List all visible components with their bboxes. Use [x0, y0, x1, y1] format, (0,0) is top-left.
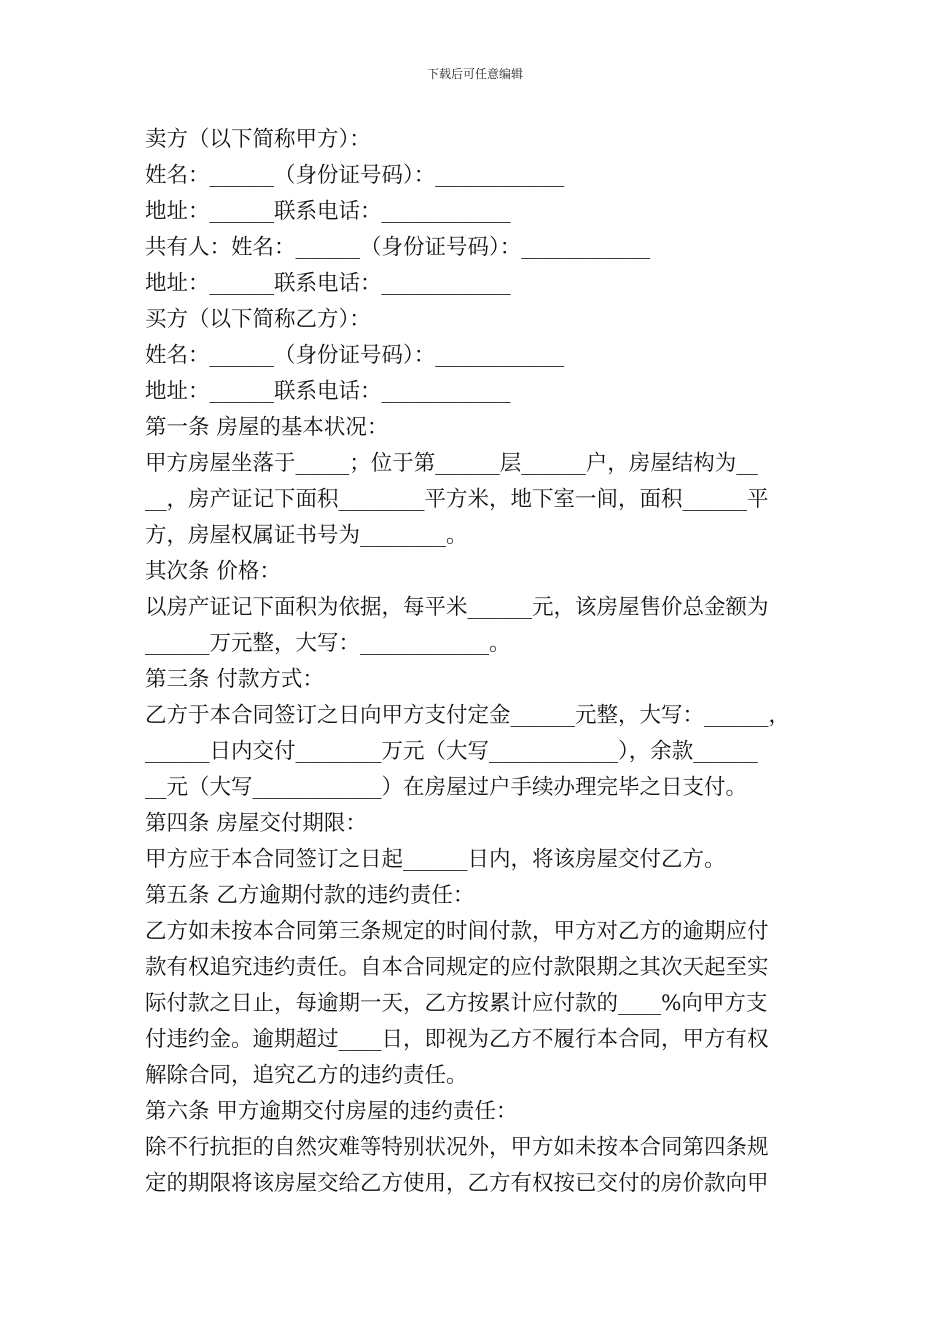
article-6-text: 除不行抗拒的自然灾难等特别状况外，甲方如未按本合同第四条规	[145, 1135, 769, 1160]
page-header: 下载后可任意编辑	[426, 67, 523, 81]
article-5-text: 款有权追究违约责任。自本合同规定的应付款限期之其次天起至实	[145, 955, 769, 980]
article-3-title: 第三条 付款方式：	[145, 667, 324, 692]
article-1-text: 方，房屋权属证书号为________。	[145, 523, 468, 548]
article-6-text: 定的期限将该房屋交给乙方使用，乙方有权按已交付的房价款向甲	[145, 1171, 769, 1196]
article-5-text: 解除合同，追究乙方的违约责任。	[145, 1063, 468, 1088]
article-1-text: __，房产证记下面积________平方米，地下室一间，面积______平	[145, 487, 769, 512]
article-5-title: 第五条 乙方逾期付款的违约责任：	[145, 883, 475, 908]
article-3-text: __元（大写____________）在房屋过户手续办理完毕之日支付。	[145, 775, 748, 800]
seller-address-line: 地址：______联系电话：____________	[145, 199, 511, 224]
article-5-text: 乙方如未按本合同第三条规定的时间付款，甲方对乙方的逾期应付	[145, 919, 769, 944]
article-2-text: 以房产证记下面积为依据，每平米______元，该房屋售价总金额为	[145, 595, 769, 620]
article-4-text: 甲方应于本合同签订之日起______日内，将该房屋交付乙方。	[145, 847, 726, 872]
seller-name-line: 姓名：______（身份证号码）：____________	[145, 163, 565, 188]
article-2-title: 其次条 价格：	[145, 559, 281, 584]
buyer-heading: 买方（以下简称乙方）：	[145, 307, 371, 332]
buyer-name-line: 姓名：______（身份证号码）：____________	[145, 343, 565, 368]
co-owner-name-line: 共有人：姓名：______（身份证号码）：____________	[145, 235, 651, 260]
article-4-title: 第四条 房屋交付期限：	[145, 811, 367, 836]
co-owner-address-line: 地址：______联系电话：____________	[145, 271, 511, 296]
article-1-title: 第一条 房屋的基本状况：	[145, 415, 389, 440]
article-5-text: 付违约金。逾期超过____日，即视为乙方不履行本合同，甲方有权	[145, 1027, 769, 1052]
article-1-text: 甲方房屋坐落于_____；位于第______层______户，房屋结构为__	[145, 451, 758, 476]
article-3-text: 乙方于本合同签订之日向甲方支付定金______元整，大写：______，	[145, 703, 791, 728]
article-2-text: ______万元整，大写：____________。	[145, 631, 511, 656]
buyer-address-line: 地址：______联系电话：____________	[145, 379, 511, 404]
article-3-text: ______日内交付________万元（大写____________），余款______	[145, 739, 758, 764]
document-body	[145, 122, 810, 1202]
article-5-text: 际付款之日止，每逾期一天，乙方按累计应付款的____%向甲方支	[145, 991, 768, 1016]
seller-heading: 卖方（以下简称甲方）：	[145, 127, 371, 152]
article-6-title: 第六条 甲方逾期交付房屋的违约责任：	[145, 1099, 518, 1124]
